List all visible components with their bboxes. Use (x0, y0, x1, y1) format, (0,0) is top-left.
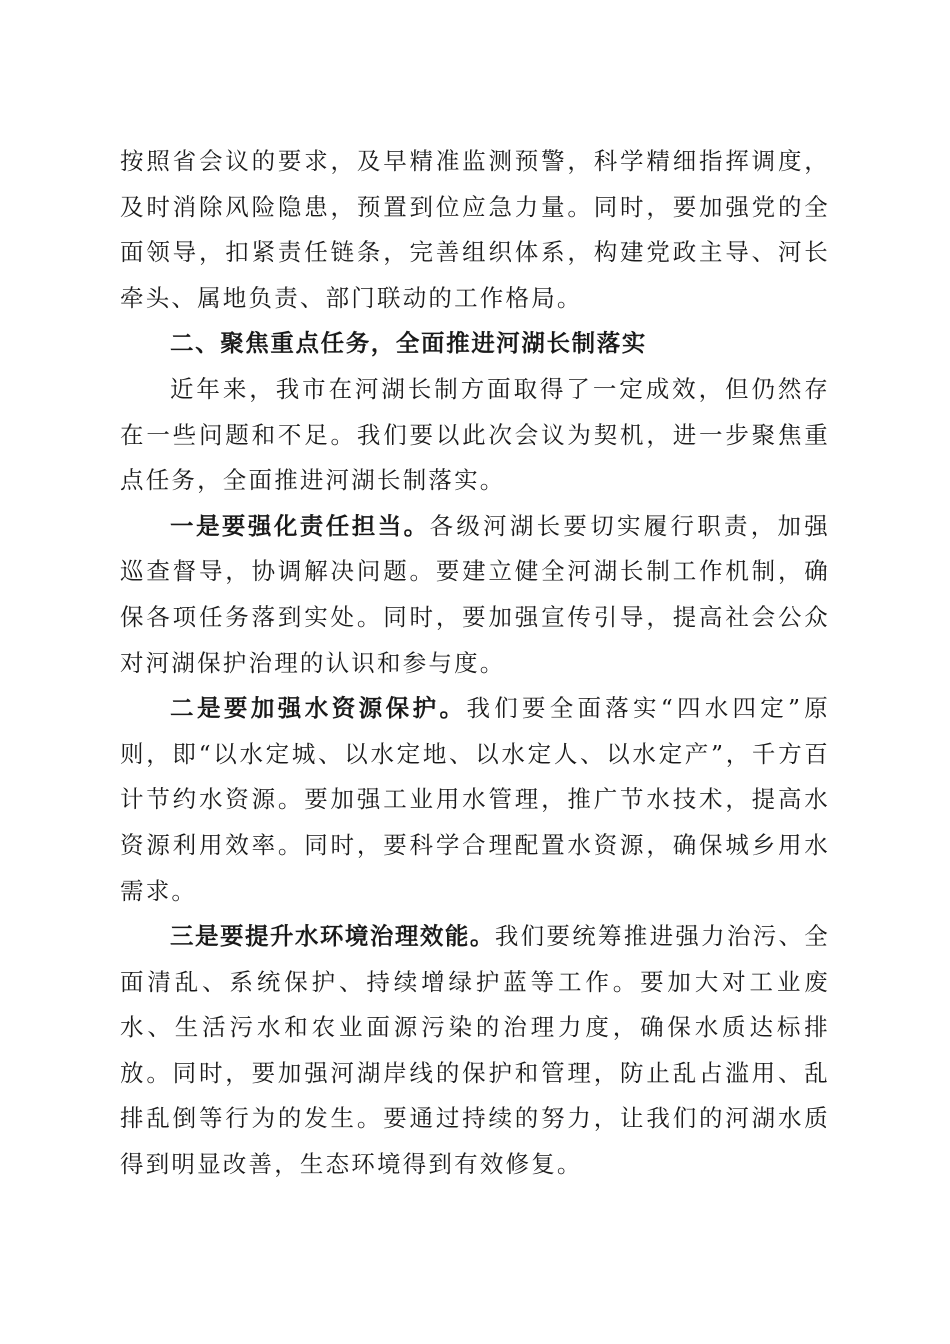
paragraph-text: 各级河湖长要切实履行职责，加强巡查督导，协调解决问题。要建立健全河湖长制工作机制，确保各项任务落到实处。同时，要加强宣传引导，提高社会公众对河湖保护治理的认识和参与度。 (120, 511, 830, 677)
paragraph-point-2 (120, 686, 830, 914)
paragraph-text: 按照省会议的要求，及早精准监测预警，科学精细指挥调度，及时消除风险隐患，预置到位应急力量。同时，要加强党的全面领导，扣紧责任链条，完善组织体系，构建党政主导、河长牵头、属地负责、部门联动的工作格局。 (120, 147, 830, 312)
paragraph-text: 我们要统筹推进强力治污、全面清乱、系统保护、持续增绿护蓝等工作。要加大对工业废水、生活污水和农业面源污染的治理力度，确保水质达标排放。同时，要加强河湖岸线的保护和管理，防止乱占滥用、乱排乱倒等行为的发生。要通过持续的努力，让我们的河湖水质得到明显改善，生态环境得到有效修复。 (120, 922, 830, 1179)
paragraph-text: 近年来，我市在河湖长制方面取得了一定成效，但仍然存在一些问题和不足。我们要以此次会议为契机，进一步聚焦重点任务，全面推进河湖长制落实。 (120, 374, 830, 495)
paragraph-point-1 (120, 504, 830, 686)
paragraph-intro (120, 367, 830, 504)
section-heading (120, 321, 830, 367)
section-heading-text: 二、聚焦重点任务，全面推进河湖长制落实 (170, 329, 647, 358)
document-body (120, 139, 830, 1188)
paragraph-continuation (120, 139, 830, 321)
point-lead: 二是要加强水资源保护。 (170, 694, 467, 723)
paragraph-point-3 (120, 914, 830, 1188)
point-lead: 一是要强化责任担当。 (170, 511, 430, 540)
point-lead: 三是要提升水环境治理效能。 (170, 922, 495, 951)
paragraph-text: 我们要全面落实“四水四定”原则，即“以水定城、以水定地、以水定人、以水定产”，千方百计节约水资源。要加强工业用水管理，推广节水技术，提高水资源利用效率。同时，要科学合理配置水资源，确保城乡用水需求。 (120, 694, 830, 905)
